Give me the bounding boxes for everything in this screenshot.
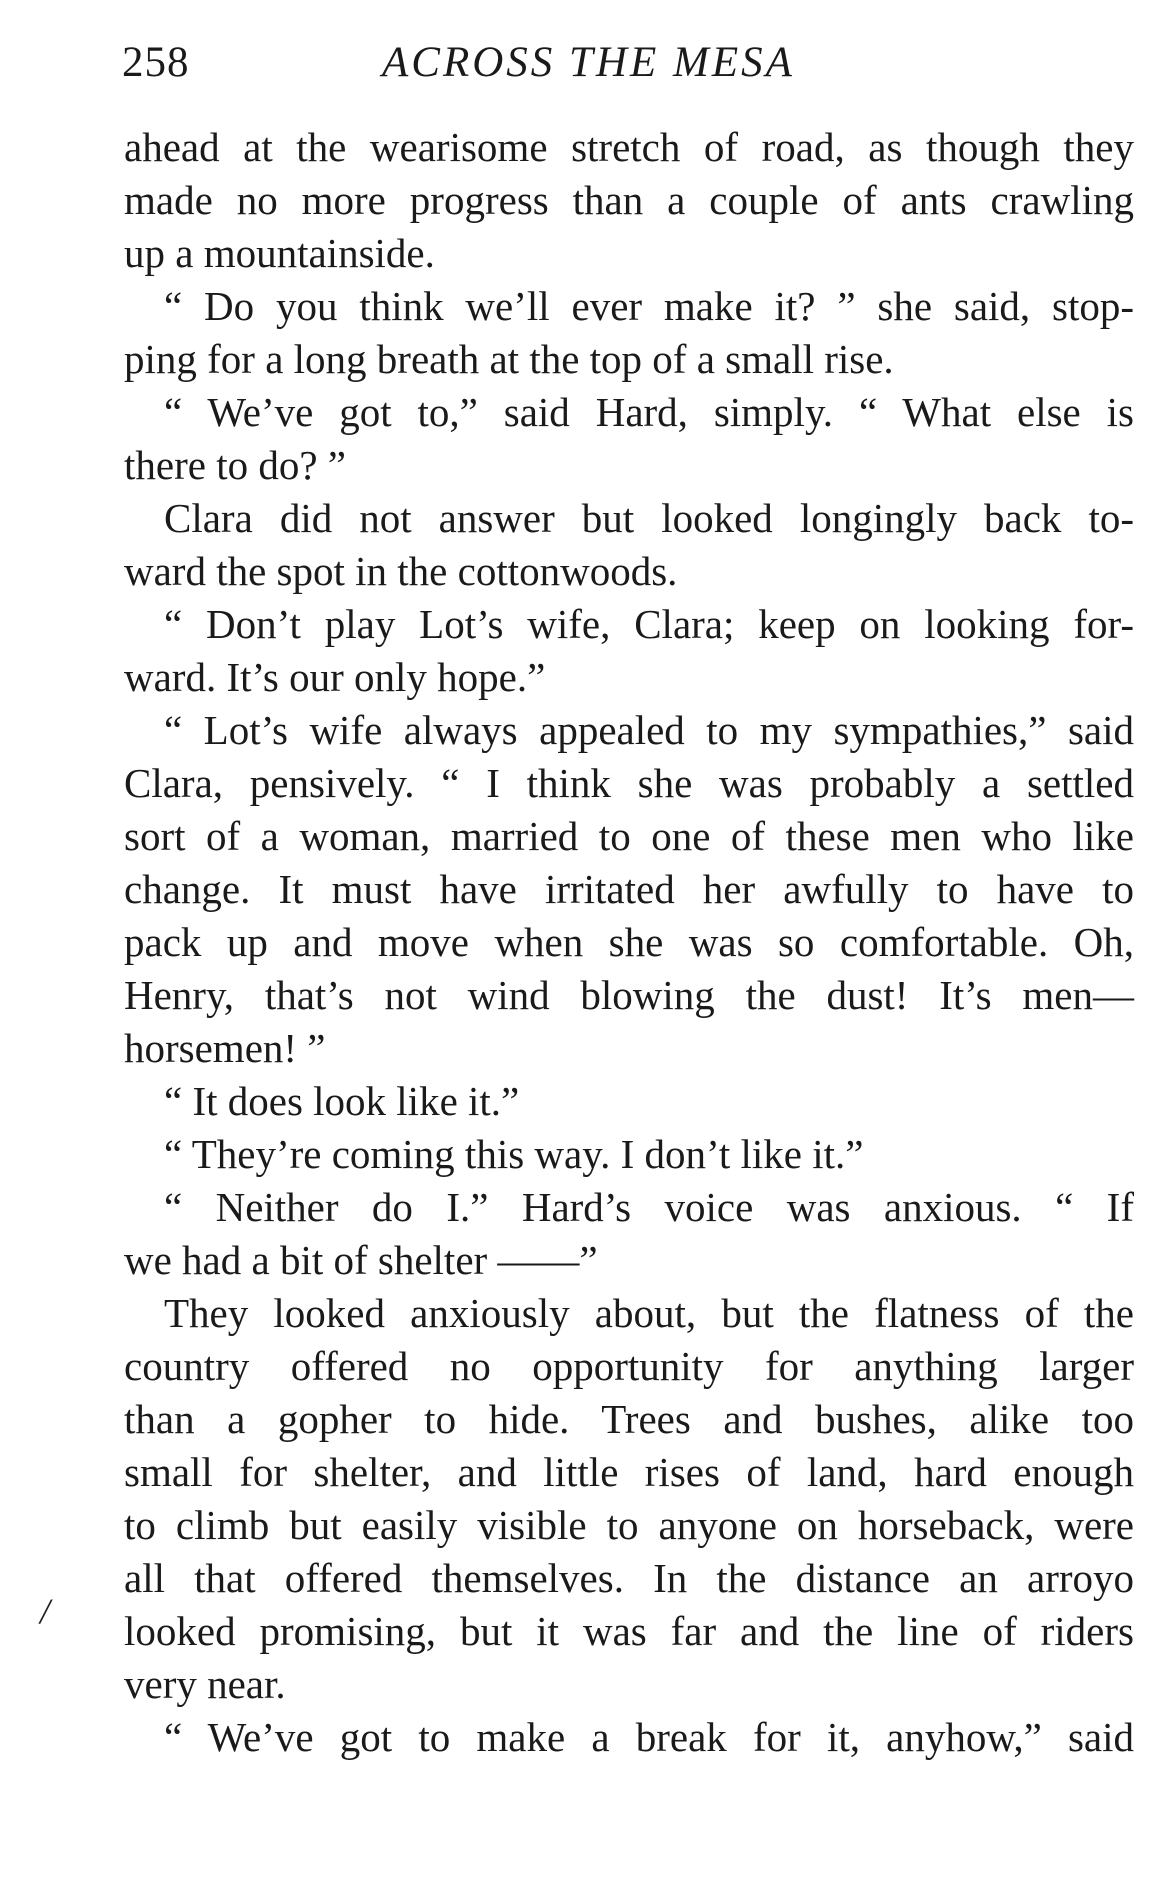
page-number: 258 [122, 39, 190, 86]
body-text [124, 121, 1134, 1764]
text-line: “ It does look like it.” [164, 1078, 520, 1124]
margin-pencil-mark: / [40, 1591, 51, 1631]
text-line: we had a bit of shelter ——” [124, 1237, 598, 1283]
text-line: “ We’ve got to make a break for it, anyhow,” said [164, 1714, 1134, 1760]
text-line: ahead at the wearisome stretch of road, as though they [124, 124, 1134, 170]
text-line: small for shelter, and little rises of land, hard enough [124, 1449, 1134, 1495]
text-line: than a gopher to hide. Trees and bushes, alike too [124, 1396, 1134, 1442]
text-line: ward. It’s our only hope.” [124, 654, 546, 700]
text-line: looked promising, but it was far and the line of riders [124, 1608, 1134, 1654]
running-title: ACROSS THE MESA [382, 39, 795, 86]
text-line: change. It must have irritated her awfully to have to [124, 866, 1134, 912]
text-line: made no more progress than a couple of ants crawling [124, 177, 1134, 223]
page-header [122, 38, 1122, 98]
text-line: “ Lot’s wife always appealed to my sympathies,” said [164, 707, 1134, 753]
text-line: “ We’ve got to,” said Hard, simply. “ What else is [164, 389, 1134, 435]
text-line: “ Don’t play Lot’s wife, Clara; keep on looking for- [164, 601, 1134, 647]
text-line: “ Neither do I.” Hard’s voice was anxious. “ If [164, 1184, 1134, 1230]
text-line: up a mountainside. [124, 230, 435, 276]
text-line: “ They’re coming this way. I don’t like it.” [164, 1131, 864, 1177]
text-line: pack up and move when she was so comfortable. Oh, [124, 919, 1134, 965]
text-line: there to do? ” [124, 442, 346, 488]
text-line: ward the spot in the cottonwoods. [124, 548, 678, 594]
text-line: very near. [124, 1661, 286, 1707]
text-line: Henry, that’s not wind blowing the dust! It’s men— [124, 972, 1134, 1018]
text-line: “ Do you think we’ll ever make it? ” she said, stop- [164, 283, 1134, 329]
text-line: Clara did not answer but looked longingly back to- [164, 495, 1134, 541]
text-line: horsemen! ” [124, 1025, 326, 1071]
text-line: sort of a woman, married to one of these men who like [124, 813, 1134, 859]
text-line: to climb but easily visible to anyone on horseback, were [124, 1502, 1134, 1548]
text-line: Clara, pensively. “ I think she was probably a settled [124, 760, 1134, 806]
text-line: ping for a long breath at the top of a small rise. [124, 336, 894, 382]
text-line: country offered no opportunity for anything larger [124, 1343, 1134, 1389]
text-line: They looked anxiously about, but the flatness of the [164, 1290, 1134, 1336]
text-line: all that offered themselves. In the distance an arroyo [124, 1555, 1134, 1601]
